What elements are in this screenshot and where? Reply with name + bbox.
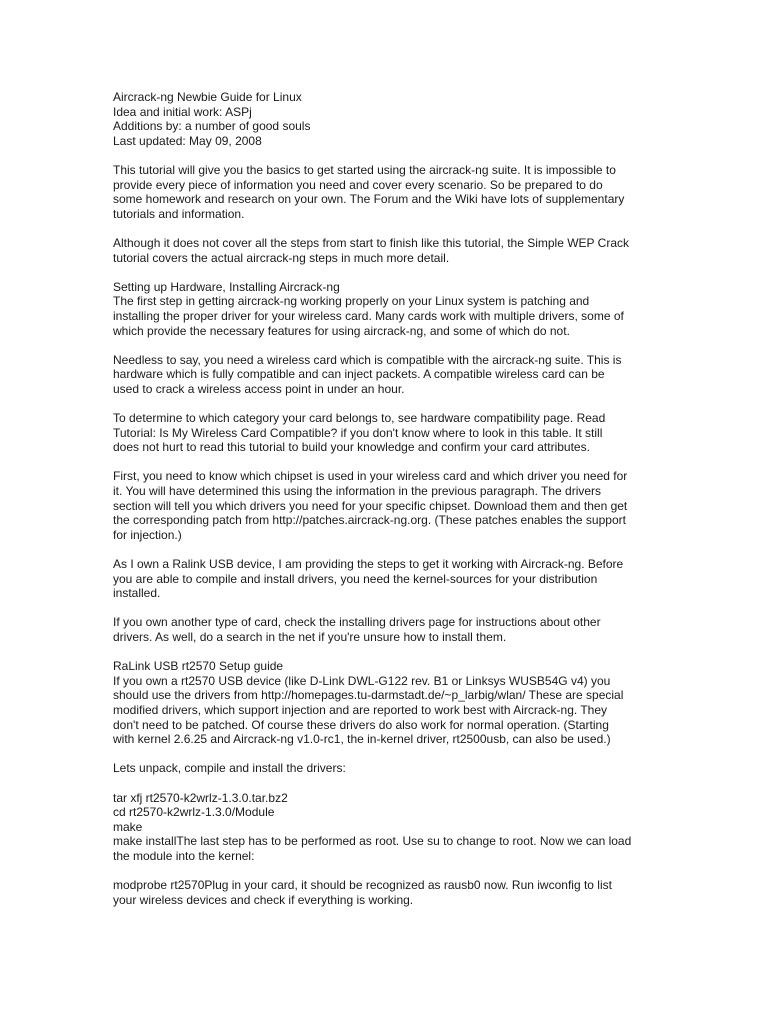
command-line: make installThe last step has to be performed as root. Use su to change to root. Now we can load [113,834,632,849]
command-line: make [113,819,143,834]
paragraph-line: The first step in getting aircrack-ng working properly on your Linux system is patching and [113,294,590,309]
paragraph-line: your wireless devices and check if everything is working. [113,892,414,907]
paragraph-line: First, you need to know which chipset is used in your wireless card and which driver you need for [113,469,628,484]
document-author: Idea and initial work: ASPj [113,104,252,119]
command-line: cd rt2570-k2wrlz-1.3.0/Module [113,805,275,820]
paragraph-line: tutorial covers the actual aircrack-ng steps in much more detail. [113,250,450,265]
paragraph-line: Although it does not cover all the steps from start to finish like this tutorial, the Simple WEP Crack [113,235,630,250]
paragraph-line: with kernel 2.6.25 and Aircrack-ng v1.0-rc1, the in-kernel driver, rt2500usb, can also be used.) [113,732,611,747]
paragraph-line: Needless to say, you need a wireless card which is compatible with the aircrack-ng suite. This is [113,352,622,367]
document-page [113,90,653,922]
paragraph-line: modified drivers, which support injection and are reported to work best with Aircrack-ng. They [113,702,608,717]
paragraph-line: hardware which is fully compatible and can inject packets. A compatible wireless card can be [113,367,605,382]
document-contributors: Additions by: a number of good souls [113,119,311,134]
paragraph-line: Tutorial: Is My Wireless Card Compatible? if you don't know where to look in this table. It still [113,425,603,440]
paragraph-line: To determine to which category your card belongs to, see hardware compatibility page. Read [113,411,606,426]
section-heading: RaLink USB rt2570 Setup guide [113,659,284,674]
paragraph-line: section will tell you which drivers you need for your specific chipset. Download them and then get [113,498,628,513]
document-header [113,90,653,148]
document-title: Aircrack-ng Newbie Guide for Linux [113,90,302,104]
chipset-paragraph [113,469,653,542]
commands-block [113,791,653,864]
paragraph-line: some homework and research on your own. The Forum and the Wiki have lots of supplementary [113,192,625,207]
paragraph-line: If you own another type of card, check the installing drivers page for instructions about other [113,615,601,630]
section-heading: Setting up Hardware, Installing Aircrack-ng [113,279,340,294]
ralink-paragraph [113,557,653,601]
document-updated-date: Last updated: May 09, 2008 [113,133,262,148]
paragraph-line: This tutorial will give you the basics to get started using the aircrack-ng suite. It is impossible to [113,162,616,177]
hardware-section [113,280,653,338]
paragraph-line: Lets unpack, compile and install the drivers: [113,761,346,776]
paragraph-line: tutorials and information. [113,206,245,221]
determine-paragraph [113,411,653,455]
paragraph-line: does not hurt to read this tutorial to build your knowledge and confirm your card attributes. [113,440,590,455]
paragraph-line: installed. [113,586,161,601]
paragraph-line: you are able to compile and install drivers, you need the kernel-sources for your distribution [113,571,598,586]
paragraph-line: should use the drivers from http://homepages.tu-darmstadt.de/~p_larbig/wlan/ These are special [113,688,624,703]
paragraph-line: used to crack a wireless access point in under an hour. [113,381,405,396]
command-line: modprobe rt2570Plug in your card, it should be recognized as rausb0 now. Run iwconfig to list [113,878,612,893]
paragraph-line: If you own a rt2570 USB device (like D-Link DWL-G122 rev. B1 or Linksys WUSB54G v4) you [113,673,611,688]
paragraph-line: it. You will have determined this using the information in the previous paragraph. The drivers [113,484,602,499]
paragraph-line: the module into the kernel: [113,848,255,863]
paragraph-line: the corresponding patch from http://patches.aircrack-ng.org. (These patches enables the support [113,513,626,528]
paragraph-line: drivers. As well, do a search in the net if you're unsure how to install them. [113,629,507,644]
paragraph-line: which provide the necessary features for using aircrack-ng, and some of which do not. [113,323,570,338]
command-line: tar xfj rt2570-k2wrlz-1.3.0.tar.bz2 [113,790,288,805]
intro-paragraph [113,163,653,221]
othercard-paragraph [113,615,653,644]
wep-note-paragraph [113,236,653,265]
needless-paragraph [113,353,653,397]
paragraph-line: provide every piece of information you need and cover every scenario. So be prepared to do [113,177,603,192]
paragraph-line: for injection.) [113,527,182,542]
modprobe-paragraph [113,878,653,907]
paragraph-line: installing the proper driver for your wireless card. Many cards work with multiple drivers, some of [113,308,624,323]
setup-section [113,659,653,747]
paragraph-line: As I own a Ralink USB device, I am providing the steps to get it working with Aircrack-ng. Before [113,557,624,571]
unpack-paragraph [113,761,653,776]
paragraph-line: don't need to be patched. Of course these drivers do also work for normal operation. (Starting [113,717,609,732]
